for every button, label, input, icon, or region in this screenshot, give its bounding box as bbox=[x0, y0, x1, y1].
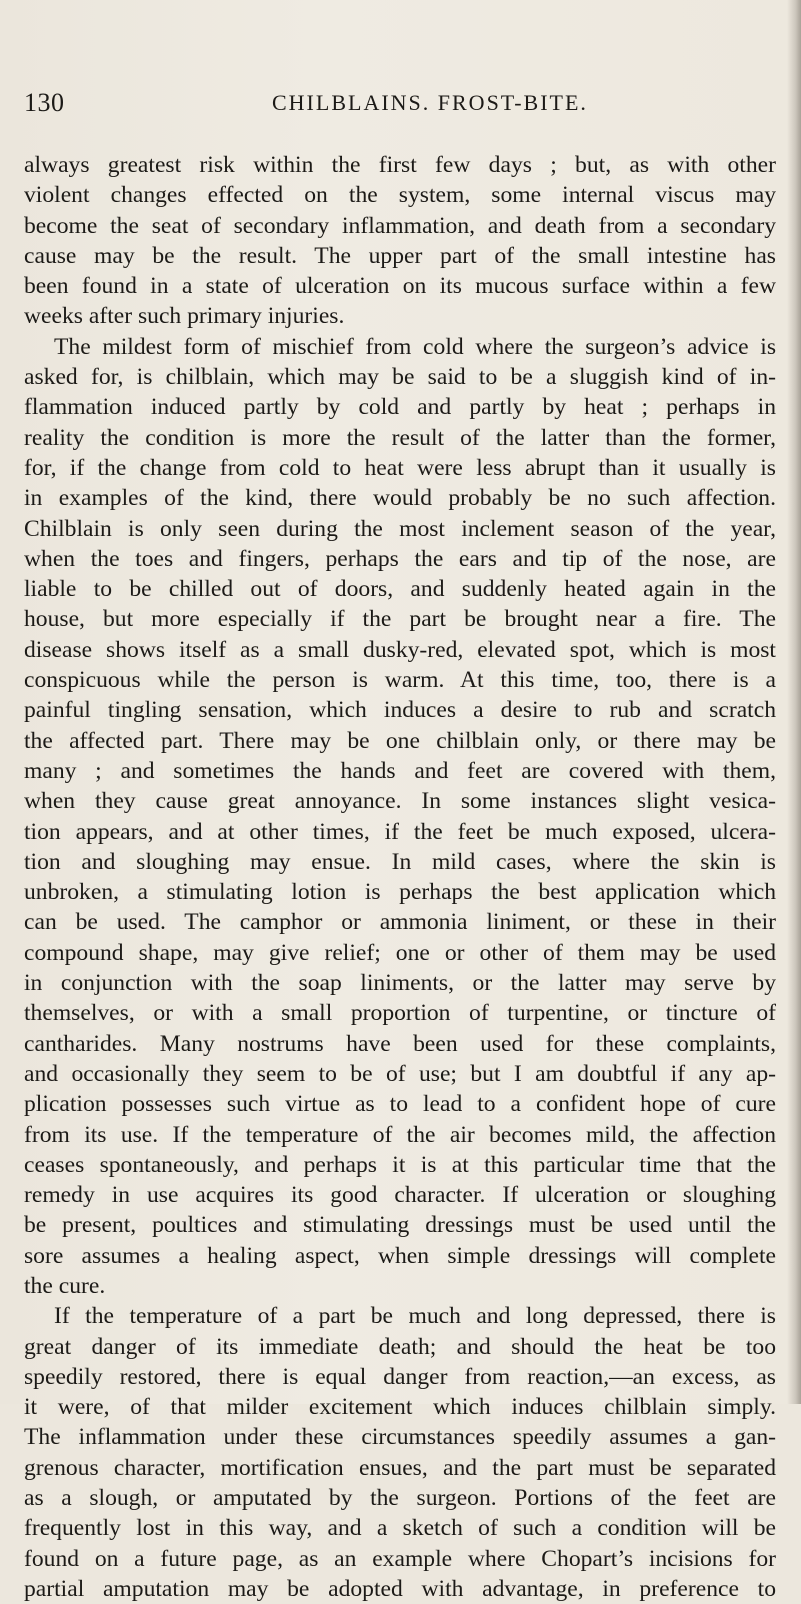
text-line: frequently lost in this way, and a sketch of such a condition will be bbox=[24, 1515, 776, 1542]
text-line: themselves, or with a small proportion of turpentine, or tincture of bbox=[24, 1000, 776, 1027]
text-line: many ; and sometimes the hands and feet are covered with them, bbox=[24, 757, 776, 784]
text-line: when the toes and fingers, perhaps the ears and tip of the nose, are bbox=[24, 545, 776, 572]
text-line: partial amputation may be adopted with advantage, in preference to bbox=[24, 1575, 776, 1602]
text-line: If the temperature of a part be much and long depressed, there is bbox=[54, 1303, 776, 1330]
text-line: sore assumes a healing aspect, when simple dressings will complete bbox=[24, 1242, 776, 1269]
page-edge-shadow bbox=[787, 0, 801, 1404]
text-line: Chilblain is only seen during the most inclement season of the year, bbox=[24, 515, 776, 542]
text-line: be present, poultices and stimulating dressings must be used until the bbox=[24, 1212, 776, 1239]
body-text bbox=[24, 150, 776, 1604]
text-line: asked for, is chilblain, which may be said to be a sluggish kind of in- bbox=[24, 364, 776, 391]
text-line: for, if the change from cold to heat were less abrupt than it usually is bbox=[24, 454, 776, 481]
text-line: as a slough, or amputated by the surgeon. Portions of the feet are bbox=[24, 1485, 776, 1512]
text-line: found on a future page, as an example where Chopart’s incisions for bbox=[24, 1545, 776, 1572]
text-line: always greatest risk within the first few days ; but, as with other bbox=[24, 152, 776, 178]
text-line: liable to be chilled out of doors, and suddenly heated again in the bbox=[24, 576, 776, 603]
text-line: in examples of the kind, there would probably be no such affection. bbox=[24, 485, 776, 512]
text-line: The mildest form of mischief from cold where the surgeon’s advice is bbox=[54, 333, 776, 360]
text-line: the affected part. There may be one chilblain only, or there may be bbox=[24, 727, 776, 754]
text-line: The inflammation under these circumstances speedily assumes a gan- bbox=[24, 1424, 776, 1451]
text-line: painful tingling sensation, which induces a desire to rub and scratch bbox=[24, 697, 776, 724]
text-line: can be used. The camphor or ammonia liniment, or these in their bbox=[24, 909, 776, 936]
page-header bbox=[24, 88, 776, 118]
text-line: house, but more especially if the part be brought near a fire. The bbox=[24, 606, 776, 633]
text-line: reality the condition is more the result of the latter than the former, bbox=[24, 424, 776, 451]
text-line: become the seat of secondary inflammation, and death from a secondary bbox=[24, 212, 776, 239]
text-line: cantharides. Many nostrums have been used for these complaints, bbox=[24, 1030, 776, 1057]
page-number: 130 bbox=[24, 88, 65, 117]
text-line: violent changes effected on the system, some internal viscus may bbox=[24, 182, 776, 209]
text-line: ceases spontaneously, and perhaps it is at this particular time that the bbox=[24, 1151, 776, 1178]
text-line: in conjunction with the soap liniments, or the latter may serve by bbox=[24, 970, 776, 997]
text-line: remedy in use acquires its good character. If ulceration or sloughing bbox=[24, 1182, 776, 1209]
text-line: cause may be the result. The upper part of the small intestine has bbox=[24, 242, 776, 269]
text-line: weeks after such primary injuries. bbox=[24, 303, 345, 330]
text-line: the cure. bbox=[24, 1272, 106, 1299]
text-line: it were, of that milder excitement which induces chilblain simply. bbox=[24, 1394, 776, 1421]
text-line: speedily restored, there is equal danger from reaction,—an excess, as bbox=[24, 1363, 776, 1390]
running-head: CHILBLAINS. FROST-BITE. bbox=[272, 90, 588, 115]
text-line: disease shows itself as a small dusky-red, elevated spot, which is most bbox=[24, 636, 776, 663]
text-line: great danger of its immediate death; and should the heat be too bbox=[24, 1333, 776, 1360]
text-line: unbroken, a stimulating lotion is perhaps the best application which bbox=[24, 879, 776, 906]
text-line: plication possesses such virtue as to lead to a confident hope of cure bbox=[24, 1091, 776, 1118]
text-line: and occasionally they seem to be of use; but I am doubtful if any ap- bbox=[24, 1060, 776, 1087]
text-line: been found in a state of ulceration on its mucous surface within a few bbox=[24, 273, 776, 300]
text-line: compound shape, may give relief; one or other of them may be used bbox=[24, 939, 776, 966]
text-line: tion appears, and at other times, if the feet be much exposed, ulcera- bbox=[24, 818, 776, 845]
text-line: when they cause great annoyance. In some instances slight vesica- bbox=[24, 788, 776, 815]
text-line: conspicuous while the person is warm. At this time, too, there is a bbox=[24, 667, 776, 694]
text-line: tion and sloughing may ensue. In mild cases, where the skin is bbox=[24, 848, 776, 875]
text-line: from its use. If the temperature of the air becomes mild, the affection bbox=[24, 1121, 776, 1148]
text-line: grenous character, mortification ensues, and the part must be separated bbox=[24, 1454, 776, 1481]
text-line: flammation induced partly by cold and partly by heat ; perhaps in bbox=[24, 394, 776, 421]
